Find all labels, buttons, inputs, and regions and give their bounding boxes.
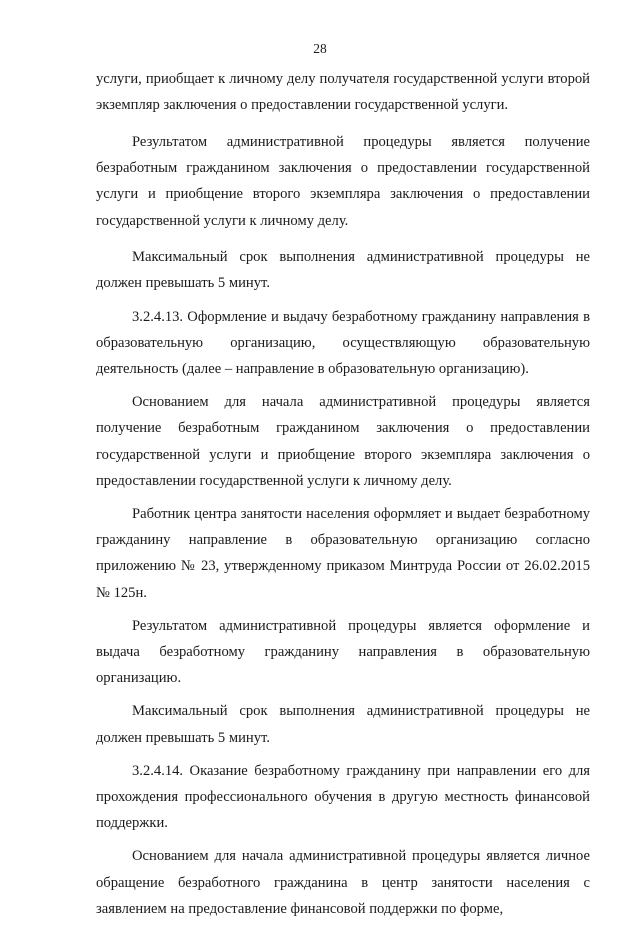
paragraph-6: Работник центра занятости населения оформляет и выдает безработному гражданину направление в образовательную организацию согласно приложению № 23, утвержденному приказом Минтруда России от 26.02.2015 № 125н. — [96, 506, 590, 601]
document-body — [96, 66, 590, 929]
paragraph-1: услуги, приобщает к личному делу получателя государственной услуги второй экземпляр заключения о предоставлении государственной услуги. — [96, 71, 590, 114]
paragraph-2: Результатом административной процедуры является получение безработным гражданином заключения о предоставлении государственной услуги и приобщение второго экземпляра заключения о предоставлении государственной услуги к личному делу. — [96, 133, 590, 229]
paragraph-3: Максимальный срок выполнения административной процедуры не должен превышать 5 минут. — [96, 249, 590, 292]
page-number: 28 — [313, 41, 327, 56]
paragraph-10: Основанием для начала административной процедуры является личное обращение безработного гражданина в центр занятости населения с заявлением на предоставление финансовой поддержки по форме, — [96, 848, 590, 917]
paragraph-7: Результатом административной процедуры является оформление и выдача безработному гражданину направления в образовательную организацию. — [96, 617, 590, 687]
paragraph-9: 3.2.4.14. Оказание безработному гражданину при направлении его для прохождения профессионального обучения в другую местность финансовой поддержки. — [96, 762, 590, 832]
paragraph-4: 3.2.4.13. Оформление и выдачу безработному гражданину направления в образовательную организацию, осуществляющую образовательную деятельность (далее – направление в образовательную организацию). — [96, 308, 590, 378]
paragraph-8: Максимальный срок выполнения административной процедуры не должен превышать 5 минут. — [96, 703, 590, 746]
paragraph-5: Основанием для начала административной процедуры является получение безработным гражданином заключения о предоставлении государственной услуги и приобщение второго экземпляра заключения о предоставлении государственной услуги к личному делу. — [96, 394, 590, 489]
